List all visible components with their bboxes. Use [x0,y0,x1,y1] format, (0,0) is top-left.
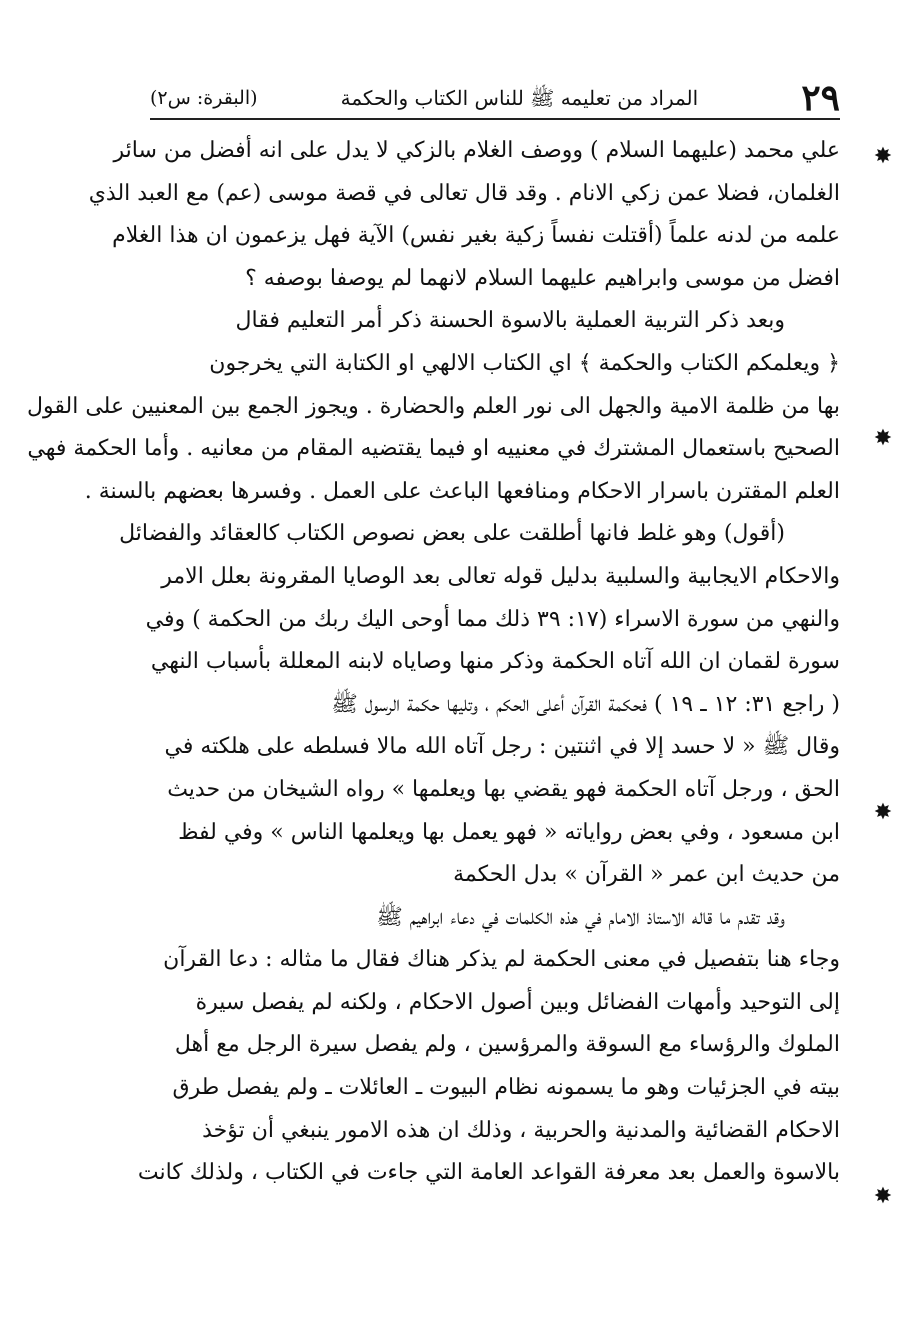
text-line: وجاء هنا بتفصيل في معنى الحكمة لم يذكر هناك فقال ما مثاله : دعا القرآن [163,947,840,973]
text-line: علي محمد (عليهما السلام ) ووصف الغلام بالزكي لا يدل على انه أفضل من سائر [113,138,840,163]
text-line: وقال ﷺ « لا حسد إلا في اثنتين : رجل آتاه الله مالا فسلطه على هلكته في [164,734,840,760]
page-number: ٢٩ [801,77,840,119]
text-line: ابن مسعود ، وفي بعض رواياته « فهو يعمل بها ويعلمها الناس » وفي لفظ [178,819,840,845]
text-line: الصحيح باستعمال المشترك في معنييه او فيما يقتضيه المقام من معانيه . وأما الحكمة فهي [27,436,840,462]
text-line: الغلمان، فضلا عمن زكي الانام . وقد قال تعالى في قصة موسى (عم) مع العبد الذي [88,180,840,206]
text-line: ( راجع ٣١: ١٢ ـ ١٩ ) فحكمة القرآن أعلى الحكم ، وتليها حكمة الرسول ﷺ [331,691,840,717]
running-title: المراد من تعليمه ﷺ للناس الكتاب والحكمة [340,86,699,110]
text-line: الاحكام القضائية والمدنية والحربية ، وذلك ان هذه الامور ينبغي أن تؤخذ [202,1117,840,1143]
text-line: (أقول) وهو غلط فانها أطلقت على بعض نصوص الكتاب كالعقائد والفضائل [119,521,785,547]
star-ornament-icon: ✸ [873,1184,893,1209]
text-line: إلى التوحيد وأمهات الفضائل وبين أصول الاحكام ، ولكنه لم يفصل سيرة [195,989,840,1015]
text-line: سورة لقمان ان الله آتاه الحكمة وذكر منها وصاياه لابنه المعللة بأسباب النهي [150,649,840,675]
text-line: بالاسوة والعمل بعد معرفة القواعد العامة التي جاءت في الكتاب ، ولذلك كانت [137,1160,840,1186]
text-line: العلم المقترن باسرار الاحكام ومنافعها الباعث على العمل . وفسرها بعضهم بالسنة . [84,478,840,504]
page-body-text [27,130,840,1195]
text-line: افضل من موسى وابراهيم عليهما السلام لانهما لم يوصفا بوصفه ؟ [245,265,840,291]
text-line: والنهي من سورة الاسراء (١٧: ٣٩ ذلك مما أوحى اليك ربك من الحكمة ) وفي [145,606,840,632]
text-line: ﴿ ويعلمكم الكتاب والحكمة ﴾ اي الكتاب الالهي او الكتابة التي يخرجون [209,350,840,376]
star-ornament-icon: ✸ [873,144,893,169]
text-line: والاحكام الايجابية والسلبية بدليل قوله تعالى بعد الوصايا المقرونة بعلل الامر [161,563,840,589]
text-line: وقد تقدم ما قاله الاستاذ الامام في هذه الكلمات في دعاء ابراهيم ﷺ [376,904,785,930]
text-line: من حديث ابن عمر « القرآن » بدل الحكمة [453,862,840,888]
text-line: بها من ظلمة الامية والجهل الى نور العلم والحضارة . ويجوز الجمع بين المعنيين على القول [27,393,840,419]
star-ornament-icon: ✸ [873,800,893,825]
text-line: الملوك والرؤساء مع السوقة والمرؤسين ، ولم يفصل سيرة الرجل مع أهل [174,1032,840,1058]
text-line: الحق ، ورجل آتاه الحكمة فهو يقضي بها ويعلمها » رواه الشيخان من حديث [167,776,840,802]
text-line: بيته في الجزئيات وهو ما يسمونه نظام البيوت ـ العائلات ـ ولم يفصل طرق [172,1075,840,1101]
text-line: وبعد ذكر التربية العملية بالاسوة الحسنة ذكر أمر التعليم فقال [235,308,785,334]
running-header [150,78,840,120]
text-line: علمه من لدنه علماً (أقتلت نفساً زكية بغير نفس) الآية فهل يزعمون ان هذا الغلام [112,223,840,249]
surah-reference: (البقرة: س٢) [150,87,258,109]
star-ornament-icon: ✸ [873,426,893,451]
